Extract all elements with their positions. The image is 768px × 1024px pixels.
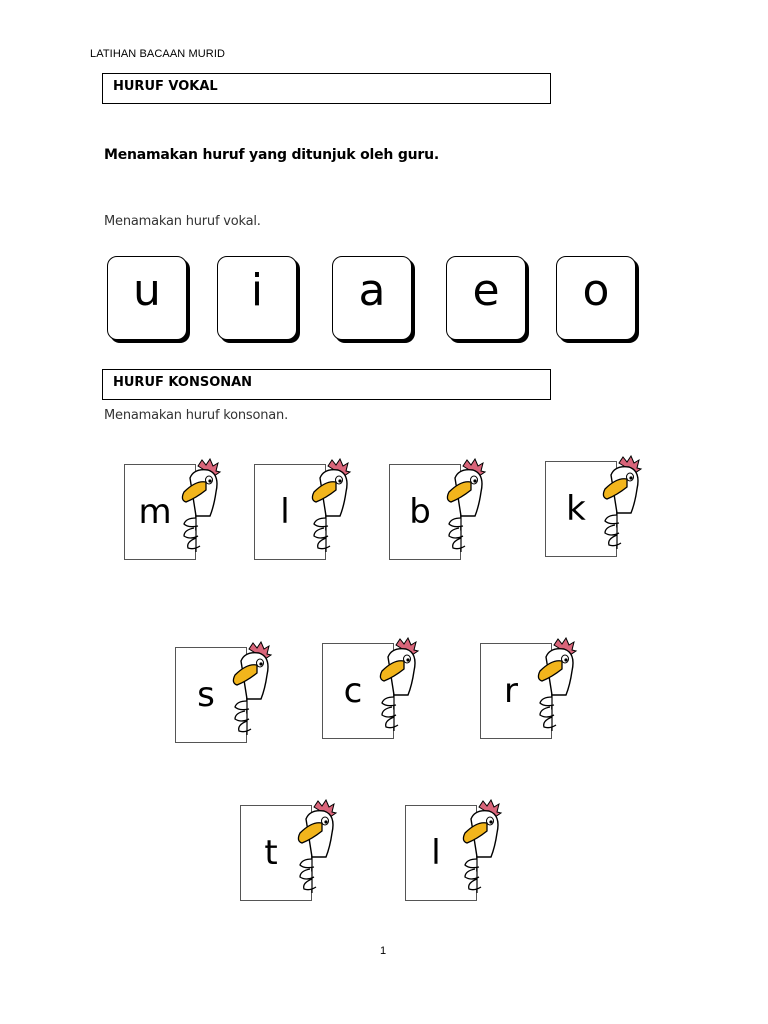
peeking-bird-icon: [441, 458, 493, 554]
peeking-bird-icon: [374, 637, 426, 733]
consonant-letter: s: [197, 675, 215, 715]
section-title-box-consonants: [102, 369, 551, 400]
main-instruction: Menamakan huruf yang ditunjuk oleh guru.: [104, 147, 440, 163]
consonant-card: [254, 464, 358, 564]
peeking-bird-icon: [176, 458, 228, 554]
page-number: 1: [380, 945, 387, 957]
consonant-letter: t: [264, 833, 278, 873]
consonant-card: [124, 464, 228, 564]
consonant-card: [545, 461, 649, 561]
vowel-letter: o: [582, 265, 610, 316]
consonant-instruction: Menamakan huruf konsonan.: [104, 408, 289, 423]
vowel-letter: i: [250, 265, 264, 316]
peeking-bird-icon: [597, 455, 649, 551]
consonant-letter: r: [504, 671, 518, 711]
consonant-card: [240, 805, 344, 905]
vowel-letter: e: [472, 265, 500, 316]
vowel-letter: u: [133, 265, 161, 316]
vowel-card-e: [446, 256, 526, 340]
vowel-card-i: [217, 256, 297, 340]
peeking-bird-icon: [457, 799, 509, 895]
document-header: LATIHAN BACAAN MURID: [90, 48, 226, 60]
consonant-card: [389, 464, 493, 564]
consonant-letter: b: [409, 492, 431, 532]
consonant-card: [175, 647, 279, 747]
consonant-card: [480, 643, 584, 743]
vowel-card-o: [556, 256, 636, 340]
section-title-box-vowels: [102, 73, 551, 104]
vowel-instruction: Menamakan huruf vokal.: [104, 214, 261, 229]
section-title-consonants: HURUF KONSONAN: [113, 375, 253, 390]
consonant-letter: m: [138, 492, 172, 532]
peeking-bird-icon: [532, 637, 584, 733]
peeking-bird-icon: [306, 458, 358, 554]
vowel-card-u: [107, 256, 187, 340]
consonant-card: [405, 805, 509, 905]
peeking-bird-icon: [292, 799, 344, 895]
consonant-letter: c: [343, 671, 363, 711]
consonant-letter: l: [280, 492, 290, 532]
vowel-letter: a: [358, 265, 386, 316]
consonant-letter: k: [566, 489, 586, 529]
vowel-card-a: [332, 256, 412, 340]
section-title-vowels: HURUF VOKAL: [113, 79, 218, 94]
peeking-bird-icon: [227, 641, 279, 737]
consonant-card: [322, 643, 426, 743]
consonant-letter: l: [431, 833, 441, 873]
